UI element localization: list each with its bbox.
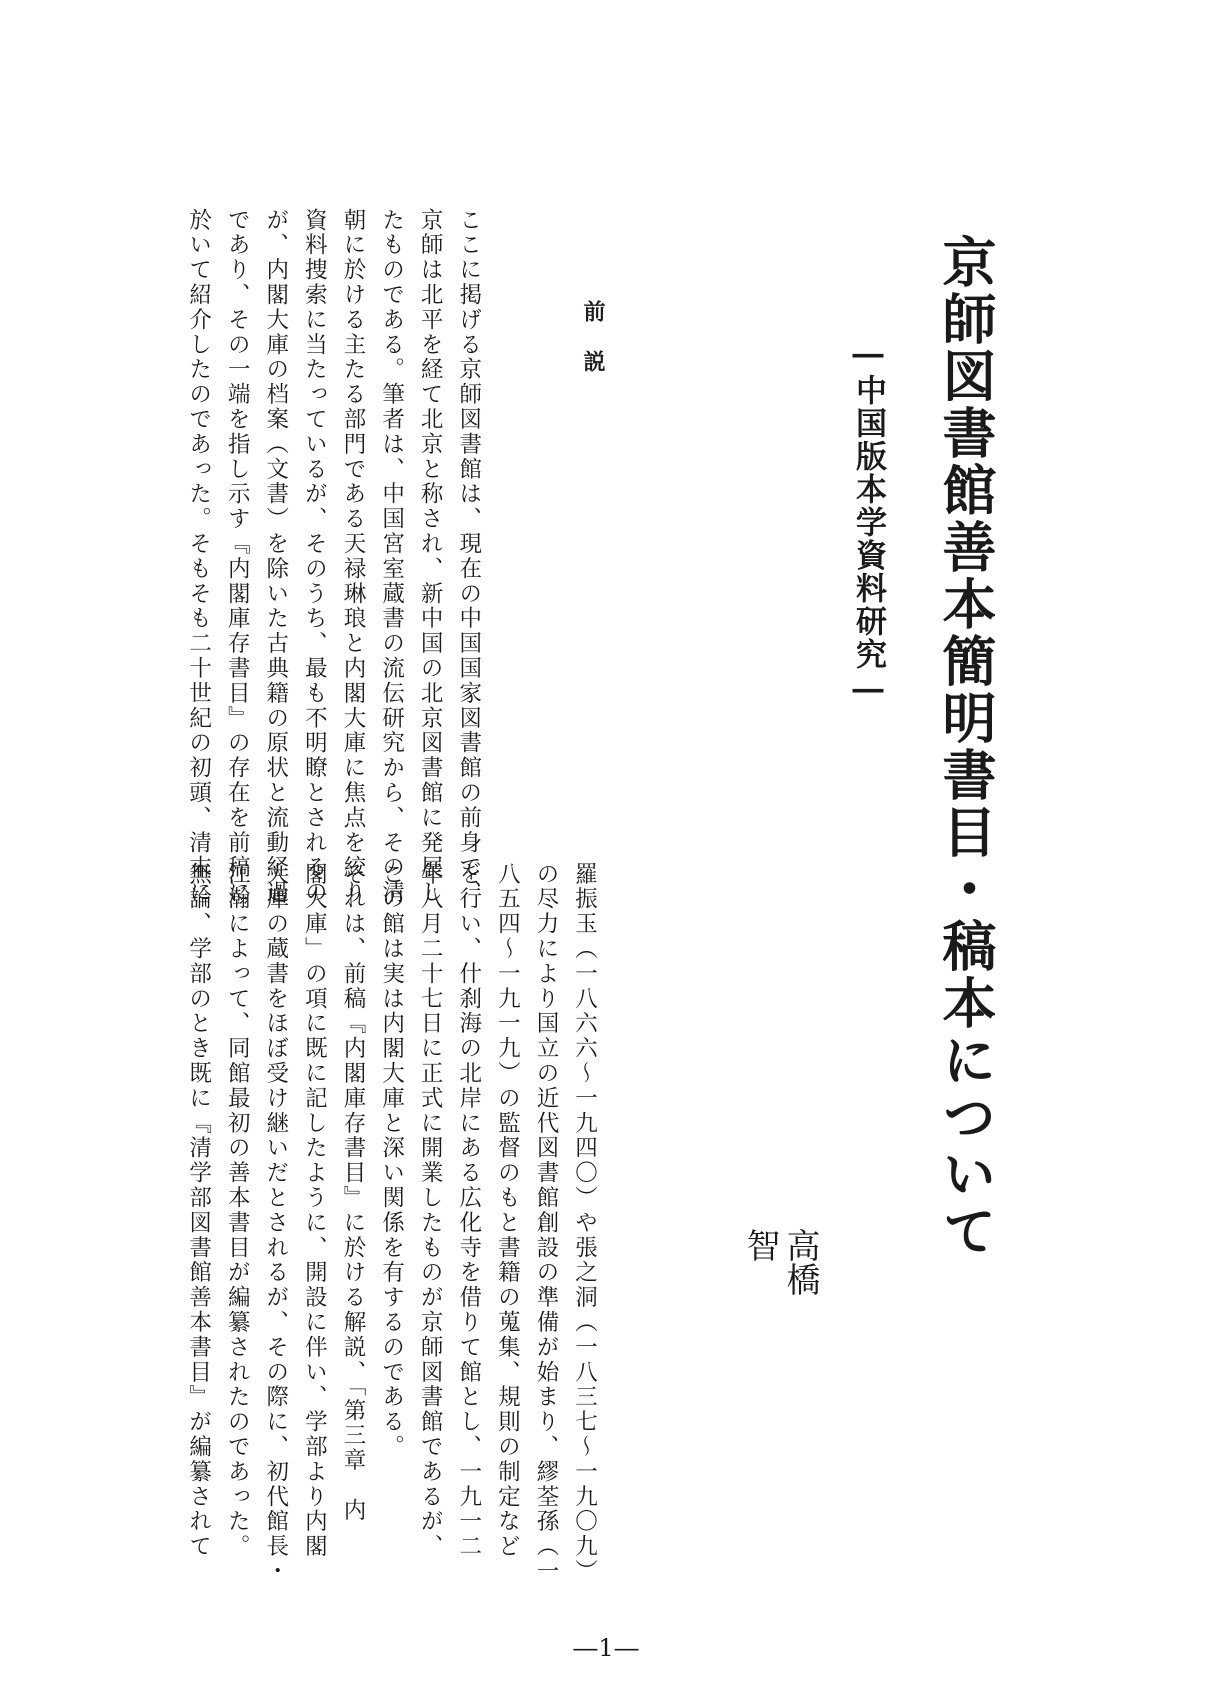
body-line: 無論、学部のとき既に『清学部図書館善本書目』が編纂されて — [185, 862, 212, 1560]
body-line: 於いて紹介したのであった。そもそも二十世紀の初頭、清末に — [185, 208, 212, 906]
body-line: が、内閣大庫の档案（文書）を除いた古典籍の原状と流動経過 — [262, 208, 289, 906]
author-family-name: 高橋 — [780, 1228, 820, 1296]
body-line: 大庫の蔵書をほぼ受け継いだとされるが、その際に、初代館長・ — [262, 862, 289, 1585]
body-line: 閣大庫」の項に既に記したように、開設に伴い、学部より内閣 — [301, 862, 328, 1560]
body-line: 江瀚によって、同館最初の善本書目が編纂されたのであった。 — [224, 862, 251, 1560]
author-given-name: 智 — [740, 1228, 780, 1262]
author-name — [740, 1228, 820, 1298]
body-line: この館は実は内閣大庫と深い関係を有するのである。 — [378, 862, 405, 1460]
body-column-top — [179, 208, 488, 905]
body-line: 資料捜索に当たっているが、そのうち、最も不明瞭とされるの — [301, 208, 328, 906]
body-line: 年八月二十七日に正式に開業したものが京師図書館であるが、 — [417, 862, 444, 1560]
body-line: 羅振玉（一八六六～一九四〇）や張之洞（一八三七～一九〇九） — [571, 862, 598, 1585]
body-line: 京師は北平を経て北京と称され、新中国の北京図書館に発展し — [417, 208, 444, 906]
body-line: 朝に於ける主たる部門である天禄琳琅と内閣大庫に焦点を絞り — [339, 208, 366, 906]
body-line: それは、前稿『内閣庫存書目』に於ける解説、「第三章 内 — [339, 862, 366, 1524]
body-line: を行い、什刹海の北岸にある広化寺を借りて館とし、一九一二 — [455, 862, 482, 1560]
body-line: 八五四～一九一九）の監督のもと書籍の蒐集、規則の制定など — [494, 862, 521, 1560]
body-line: たものである。筆者は、中国宮室蔵書の流伝研究から、その清 — [378, 208, 405, 906]
page-subtitle: ―中国版本学資料研究― — [850, 336, 886, 709]
body-line: であり、その一端を指し示す『内閣庫存書目』の存在を前稿に — [224, 208, 251, 906]
section-heading: 前説 — [580, 300, 606, 400]
body-line: の尽力により国立の近代図書館創設の準備が始まり、繆荃孫（一 — [532, 862, 559, 1585]
page-title: 京師図書館善本簡明書目・稿本について — [934, 234, 998, 1260]
page-number: ―1― — [573, 1634, 640, 1662]
body-column-bottom — [179, 862, 604, 1584]
body-line: ここに掲げる京師図書館は、現在の中国国家図書館の前身で、 — [455, 208, 482, 906]
